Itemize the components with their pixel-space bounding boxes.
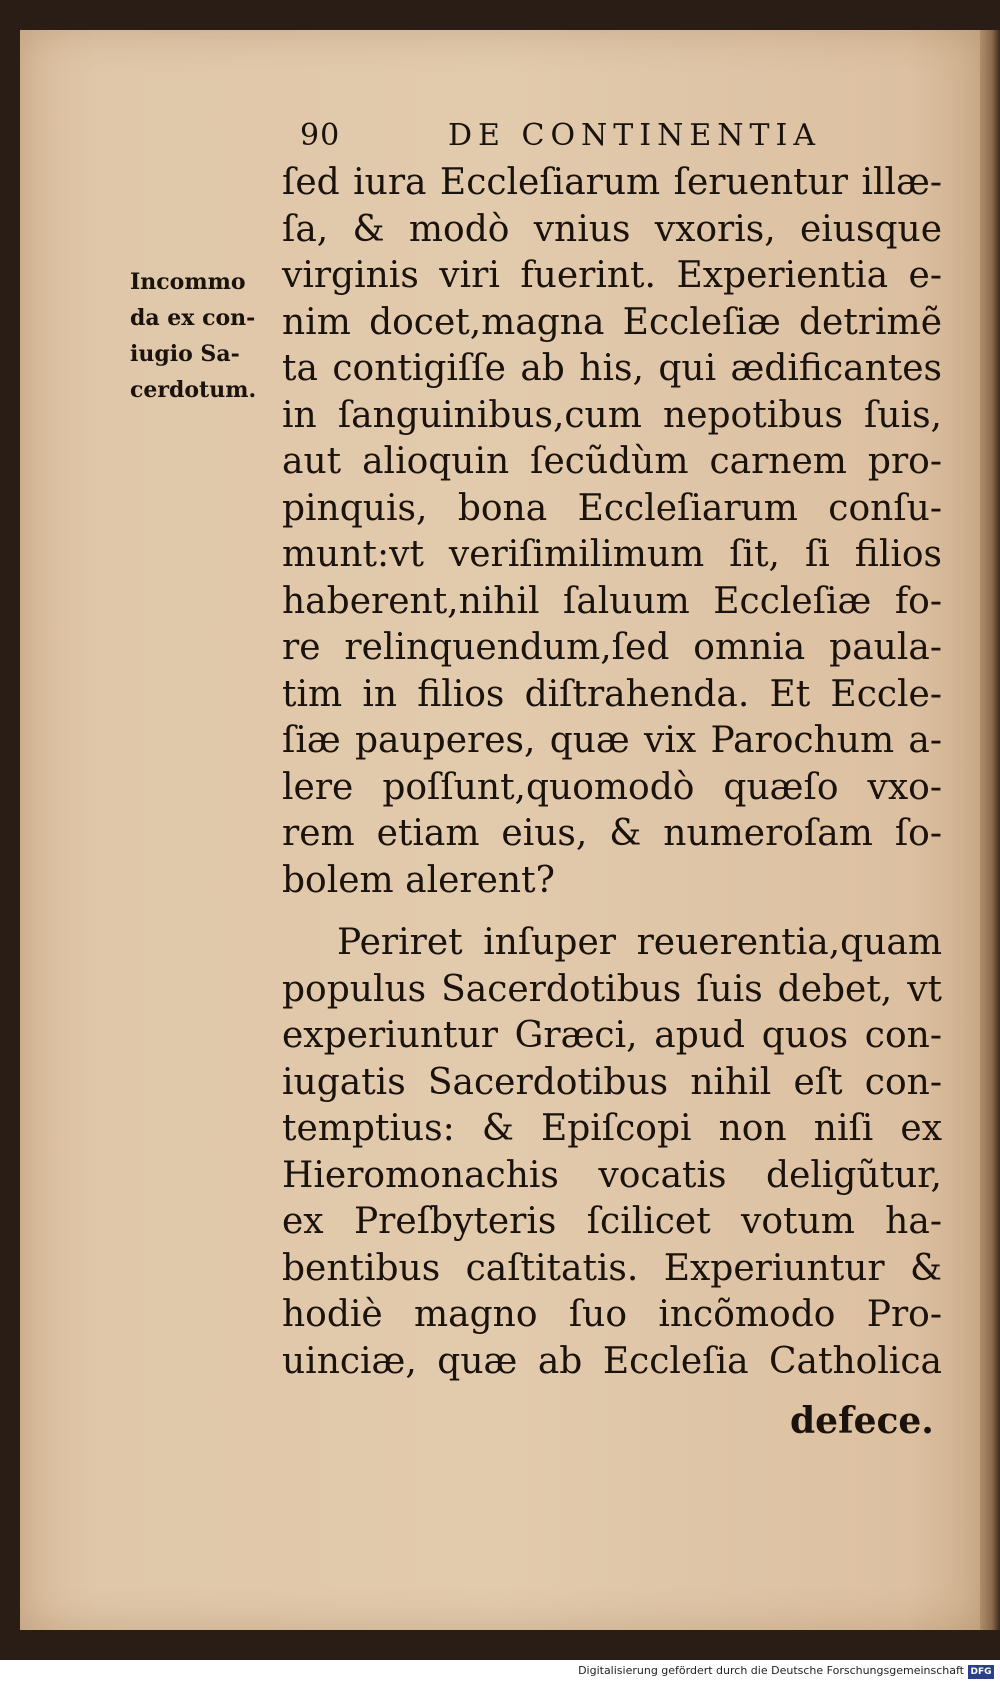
text-line: ſa, & modò vnius vxoris, eiusque [282,208,942,250]
margin-note-line: da ex con- [130,305,256,331]
text-line: aut alioquin ſecũdùm carnem pro- [282,441,942,482]
text-line: in ſanguinibus,cum nepotibus ſuis, [282,394,942,436]
text-line: Hieromonachis vocatis deligũtur, [282,1154,942,1196]
margin-note-line: Incommo [130,269,246,295]
page-number: 90 [300,118,341,153]
text-line: rem etiam eius, & numeroſam ſo- [282,813,942,854]
text-line: munt:vt veriſimilimum ſit, ſi filios [282,534,942,575]
margin-note-line: cerdotum. [130,377,257,403]
margin-note-line: iugio Sa- [130,341,240,367]
catchword: defece. [790,1400,934,1442]
text-line: haberent,nihil ſaluum Eccleſiæ fo- [282,580,942,622]
paragraph-2 [282,920,942,1385]
text-line: virginis viri fuerint. Experientia e- [282,255,942,296]
text-line: ſiæ pauperes, quæ vix Parochum a- [282,720,942,761]
text-line: ex Preſbyteris ſcilicet votum ha- [282,1201,942,1242]
text-line: experiuntur Græci, apud quos con- [282,1015,942,1056]
text-line: lere poſſunt,quomodò quæſo vxo- [282,766,942,808]
text-line: Periret inſuper reuerentia,quam [337,922,942,963]
text-line: temptius: & Epiſcopi non niſi ex [282,1108,942,1149]
funding-credit: Digitalisierung gefördert durch die Deutsche Forschungsgemeinschaft [578,1664,964,1677]
paragraph-1 [282,160,942,904]
text-line: nim docet,magna Eccleſiæ detrimẽ [282,301,942,343]
running-head: DE CONTINENTIA [448,118,822,153]
text-line: hodiè magno ſuo incõmodo Pro- [282,1294,942,1335]
text-line: bolem alerent? [282,859,555,901]
page-header [300,118,860,158]
text-line: ta contigiſſe ab his, qui ædificantes [282,348,942,389]
text-line: ſed iura Eccleſiarum ſeruentur illæ- [282,162,942,203]
margin-note [130,264,290,408]
text-line: tim in filios diſtrahenda. Et Eccle- [282,673,942,715]
text-line: uinciæ, quæ ab Eccleſia Catholica [282,1340,942,1382]
text-line: re relinquendum,ſed omnia paula- [282,627,942,668]
footer-bar [0,1662,1000,1683]
text-line: pinquis, bona Eccleſiarum conſu- [282,487,942,529]
text-line: iugatis Sacerdotibus nihil eſt con- [282,1061,942,1103]
dfg-logo: DFG [968,1665,994,1679]
text-line: populus Sacerdotibus ſuis debet, vt [282,968,942,1010]
body-text [282,160,942,1385]
text-line: bentibus caſtitatis. Experiuntur & [282,1247,942,1289]
page-edge [980,30,1000,1630]
